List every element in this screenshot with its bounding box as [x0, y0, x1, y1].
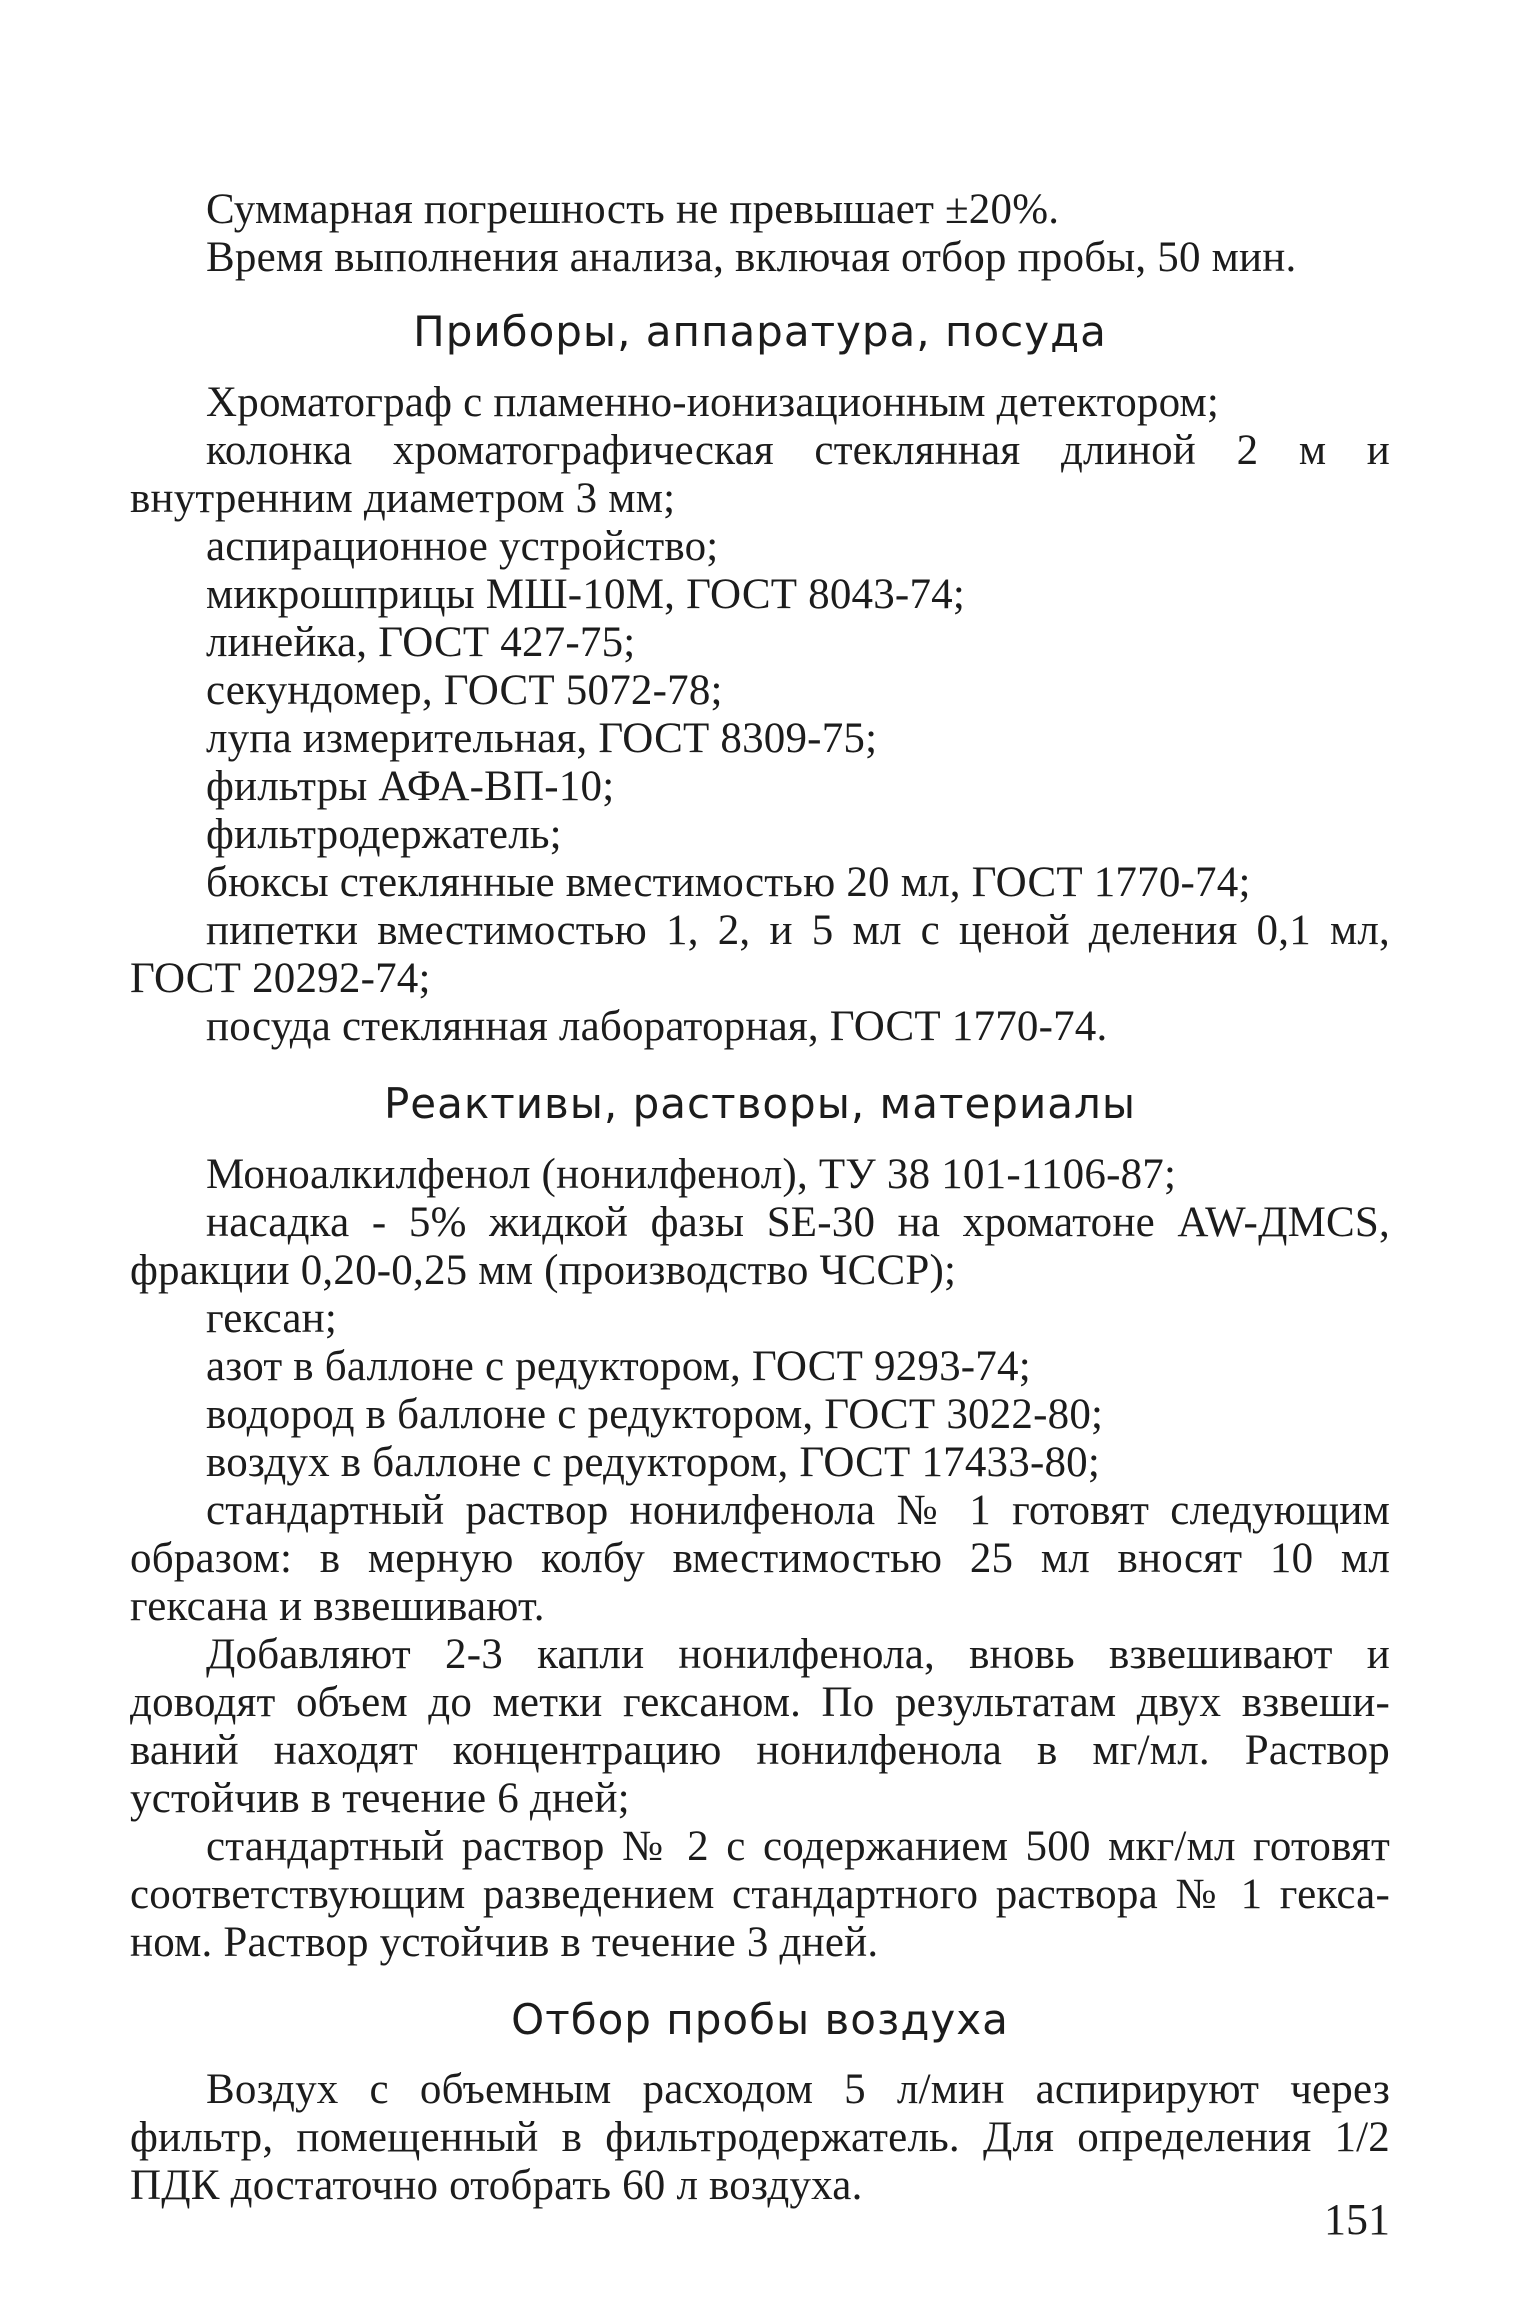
reagents-line: водород в баллоне с редуктором, ГОСТ 3022-80; [206, 1391, 1104, 1438]
equipment-line: бюксы стеклянные вместимостью 20 мл, ГОСТ 1770-74; [206, 859, 1251, 906]
section-heading-reagents: Реактивы, растворы, материалы [383, 1079, 1136, 1128]
reagents-line: доводят объем до метки гексаном. По результатам двух взвеши- [130, 1679, 1390, 1726]
equipment-line: внутренним диаметром 3 мм; [130, 475, 676, 522]
equipment-line: линейка, ГОСТ 427-75; [206, 619, 636, 666]
total-error-line: Суммарная погрешность не превышает ±20%. [206, 186, 1060, 233]
equipment-line: пипетки вместимостью 1, 2, и 5 мл с ценой деления 0,1 мл, [206, 907, 1390, 954]
reagents-line: воздух в баллоне с редуктором, ГОСТ 17433-80; [206, 1439, 1101, 1486]
equipment-line: лупа измерительная, ГОСТ 8309-75; [206, 715, 878, 762]
equipment-line: аспирационное устройство; [206, 523, 719, 570]
reagents-line: Моноалкилфенол (нонилфенол), ТУ 38 101-1106-87; [206, 1151, 1177, 1198]
reagents-line: гексана и взвешивают. [130, 1583, 545, 1630]
page-number: 151 [1324, 2195, 1390, 2244]
reagents-line: насадка - 5% жидкой фазы SE-30 на хроматоне AW-ДМCS, [206, 1199, 1390, 1246]
reagents-line: фракции 0,20-0,25 мм (производство ЧССР); [130, 1247, 957, 1294]
reagents-line: образом: в мерную колбу вместимостью 25 мл вносят 10 мл [130, 1535, 1390, 1582]
equipment-line: фильтры АФА-ВП-10; [206, 763, 615, 810]
reagents-line: гексан; [206, 1295, 338, 1342]
sampling-line: ПДК достаточно отобрать 60 л воздуха. [130, 2162, 863, 2209]
equipment-line: фильтродержатель; [206, 811, 562, 858]
reagents-line: азот в баллоне с редуктором, ГОСТ 9293-74; [206, 1343, 1031, 1390]
reagents-line: стандартный раствор № 2 с содержанием 500 мкг/мл готовят [206, 1823, 1390, 1870]
equipment-line: ГОСТ 20292-74; [130, 955, 431, 1002]
section-heading-equipment: Приборы, аппаратура, посуда [413, 307, 1107, 356]
equipment-line: секундомер, ГОСТ 5072-78; [206, 667, 723, 714]
book-page [130, 170, 1390, 2250]
equipment-line: микрошприцы МШ-10М, ГОСТ 8043-74; [206, 571, 965, 618]
equipment-line: Хроматограф с пламенно-ионизационным детектором; [206, 379, 1220, 426]
reagents-line: ном. Раствор устойчив в течение 3 дней. [130, 1919, 879, 1966]
reagents-line: стандартный раствор нонилфенола № 1 готовят следующим [206, 1487, 1390, 1534]
reagents-line: ваний находят концентрацию нонилфенола в мг/мл. Раствор [130, 1727, 1390, 1774]
equipment-line: посуда стеклянная лабораторная, ГОСТ 1770-74. [206, 1003, 1108, 1050]
reagents-line: соответствующим разведением стандартного раствора № 1 гекса- [130, 1871, 1390, 1918]
sampling-line: фильтр, помещенный в фильтродержатель. Для определения 1/2 [130, 2114, 1390, 2161]
reagents-line: устойчив в течение 6 дней; [130, 1775, 630, 1822]
section-heading-sampling: Отбор пробы воздуха [511, 1995, 1009, 2044]
reagents-line: Добавляют 2-3 капли нонилфенола, вновь взвешивают и [206, 1631, 1390, 1678]
analysis-time-line: Время выполнения анализа, включая отбор пробы, 50 мин. [206, 234, 1297, 281]
equipment-line: колонка хроматографическая стеклянная длиной 2 м и [206, 427, 1390, 474]
sampling-line: Воздух с объемным расходом 5 л/мин аспирируют через [206, 2066, 1390, 2113]
